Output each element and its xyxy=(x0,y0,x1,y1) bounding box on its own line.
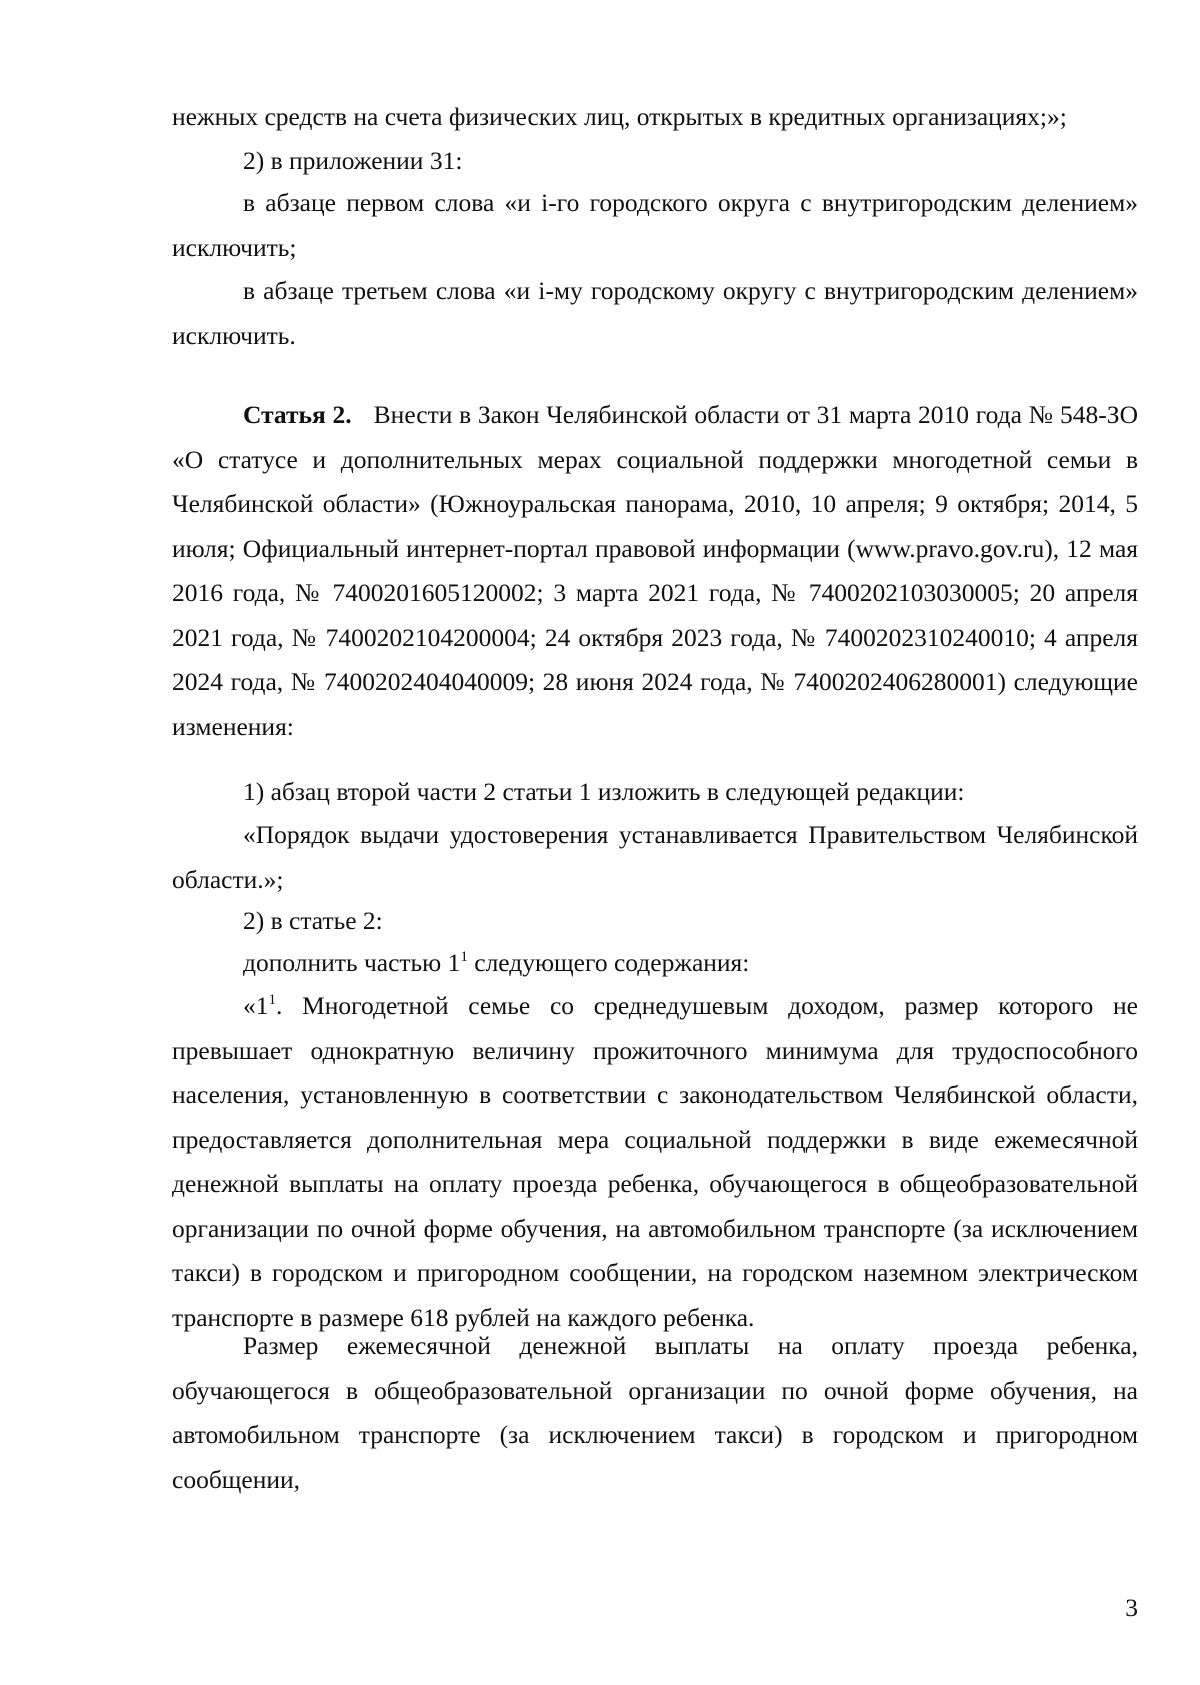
paragraph-item-2-article: 2) в статье 2: xyxy=(243,906,383,935)
paragraph-first-abzac: в абзаце первом слова «и i-го городского округа с внутригородским делением» исключить; xyxy=(172,188,1138,262)
paragraph-item-2: 2) в приложении 31: xyxy=(243,146,463,175)
part-1-1-start: «1 xyxy=(243,991,269,1020)
paragraph-part-1-1 xyxy=(172,984,1138,1340)
paragraph-payment-amount: Размер ежемесячной денежной выплаты на оплату проезда ребенка, обучающегося в общеобразовательной организации по очной форме обучения, на автомобильном транспорте (за исключением такси) в городском и пригородном сообщении, xyxy=(172,1331,1138,1494)
add-part-text: дополнить частью 1 xyxy=(243,948,461,977)
paragraph-continuation: нежных средств на счета физических лиц, открытых в кредитных организациях;»; xyxy=(172,102,1067,131)
page-number: 3 xyxy=(1125,1593,1138,1622)
article-2-paragraph xyxy=(172,393,1138,749)
paragraph-item-1: 1) абзац второй части 2 статьи 1 изложить в следующей редакции: xyxy=(243,777,965,806)
paragraph-quoted-procedure: «Порядок выдачи удостоверения устанавливается Правительством Челябинской области.»; xyxy=(172,820,1138,894)
paragraph-third-abzac: в абзаце третьем слова «и i-му городскому округу с внутригородским делением» исключить. xyxy=(172,276,1138,350)
article-2-text: Внести в Закон Челябинской области от 31 марта 2010 года № 548-ЗО «О статусе и дополнительных мерах социальной поддержки многодетной семьи в Челябинской области» (Южноуральская панорама, 2010, 10 апреля; 9 октября; 2014, 5 июля; Официальный интернет-портал правовой информации (www.pravo.gov.ru), 12 мая 2016 года, № 7400201605120002; 3 марта 2021 года, № 7400202103030005; 20 апреля 2021 года, № 7400202104200004; 24 октября 2023 года, № 7400202310240010; 4 апреля 2024 года, № 7400202404040009; 28 июня 2024 года, № 7400202406280001) следующие изменения: xyxy=(172,400,1138,741)
part-1-1-text: . Многодетной семье со среднедушевым доходом, размер которого не превышает однократную величину прожиточного минимума для трудоспособного населения, установленную в соответствии с законодательством Челябинской области, предоставляется дополнительная мера социальной поддержки в виде ежемесячной денежной выплаты на оплату проезда ребенка, обучающегося в общеобразовательной организации по очной форме обучения, на автомобильном транспорте (за исключением такси) в городском и пригородном сообщении, на городском наземном электрическом транспорте в размере 618 рублей на каждого ребенка. xyxy=(172,991,1138,1332)
article-2-heading: Статья 2. xyxy=(243,400,352,429)
add-part-text-rest: следующего содержания: xyxy=(467,948,750,977)
superscript-1: 1 xyxy=(460,949,468,965)
superscript-1: 1 xyxy=(268,992,276,1008)
paragraph-add-part xyxy=(172,941,1138,986)
